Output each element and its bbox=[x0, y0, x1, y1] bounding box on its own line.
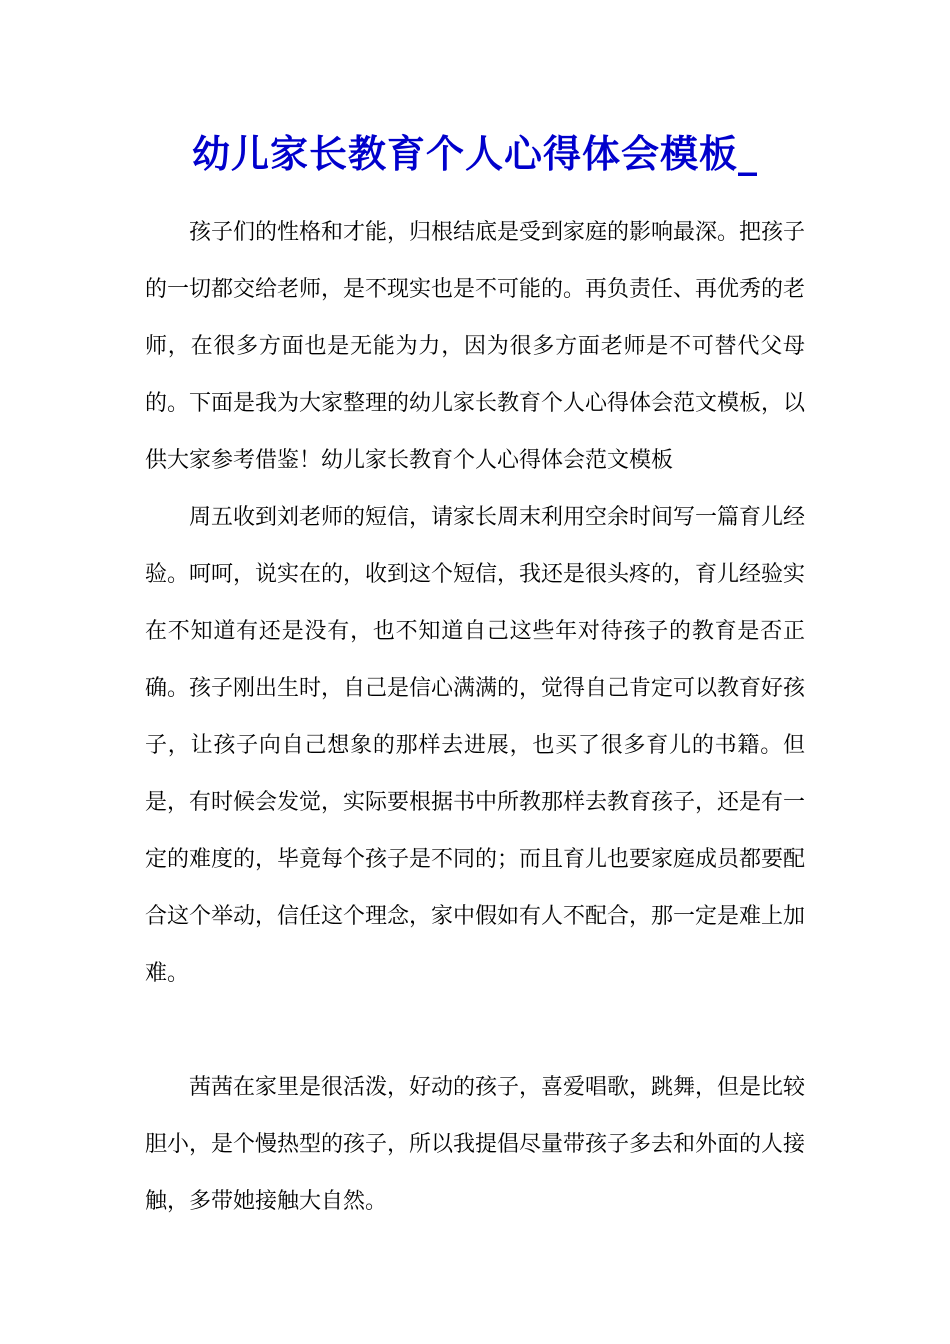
document-body bbox=[145, 204, 805, 1230]
paragraph-experience: 周五收到刘老师的短信，请家长周末利用空余时间写一篇育儿经验。呵呵，说实在的，收到这个短信，我还是很头疼的，育儿经验实在不知道有还是没有，也不知道自己这些年对待孩子的教育是否正确。孩子刚出生时，自己是信心满满的，觉得自己肯定可以教育好孩子，让孩子向自己想象的那样去进展，也买了很多育儿的书籍。但是，有时候会发觉，实际要根据书中所教那样去教育孩子，还是有一定的难度的，毕竟每个孩子是不同的；而且育儿也要家庭成员都要配合这个举动，信任这个理念，家中假如有人不配合，那一定是难上加难。 bbox=[145, 505, 806, 986]
document-title: 幼儿家长教育个人心得体会模板_ bbox=[191, 131, 758, 176]
paragraph-child: 茜茜在家里是很活泼，好动的孩子，喜爱唱歌，跳舞，但是比较胆小，是个慢热型的孩子，所以我提倡尽量带孩子多去和外面的人接触，多带她接触大自然。 bbox=[145, 1075, 806, 1214]
paragraph-spacer bbox=[145, 1002, 805, 1059]
paragraph-intro: 孩子们的性格和才能，归根结底是受到家庭的影响最深。把孩子的一切都交给老师，是不现实也是不可能的。再负责任、再优秀的老师，在很多方面也是无能为力，因为很多方面老师是不可替代父母的。下面是我为大家整理的幼儿家长教育个人心得体会范文模板，以供大家参考借鉴！幼儿家长教育个人心得体会范文模板 bbox=[145, 220, 806, 473]
